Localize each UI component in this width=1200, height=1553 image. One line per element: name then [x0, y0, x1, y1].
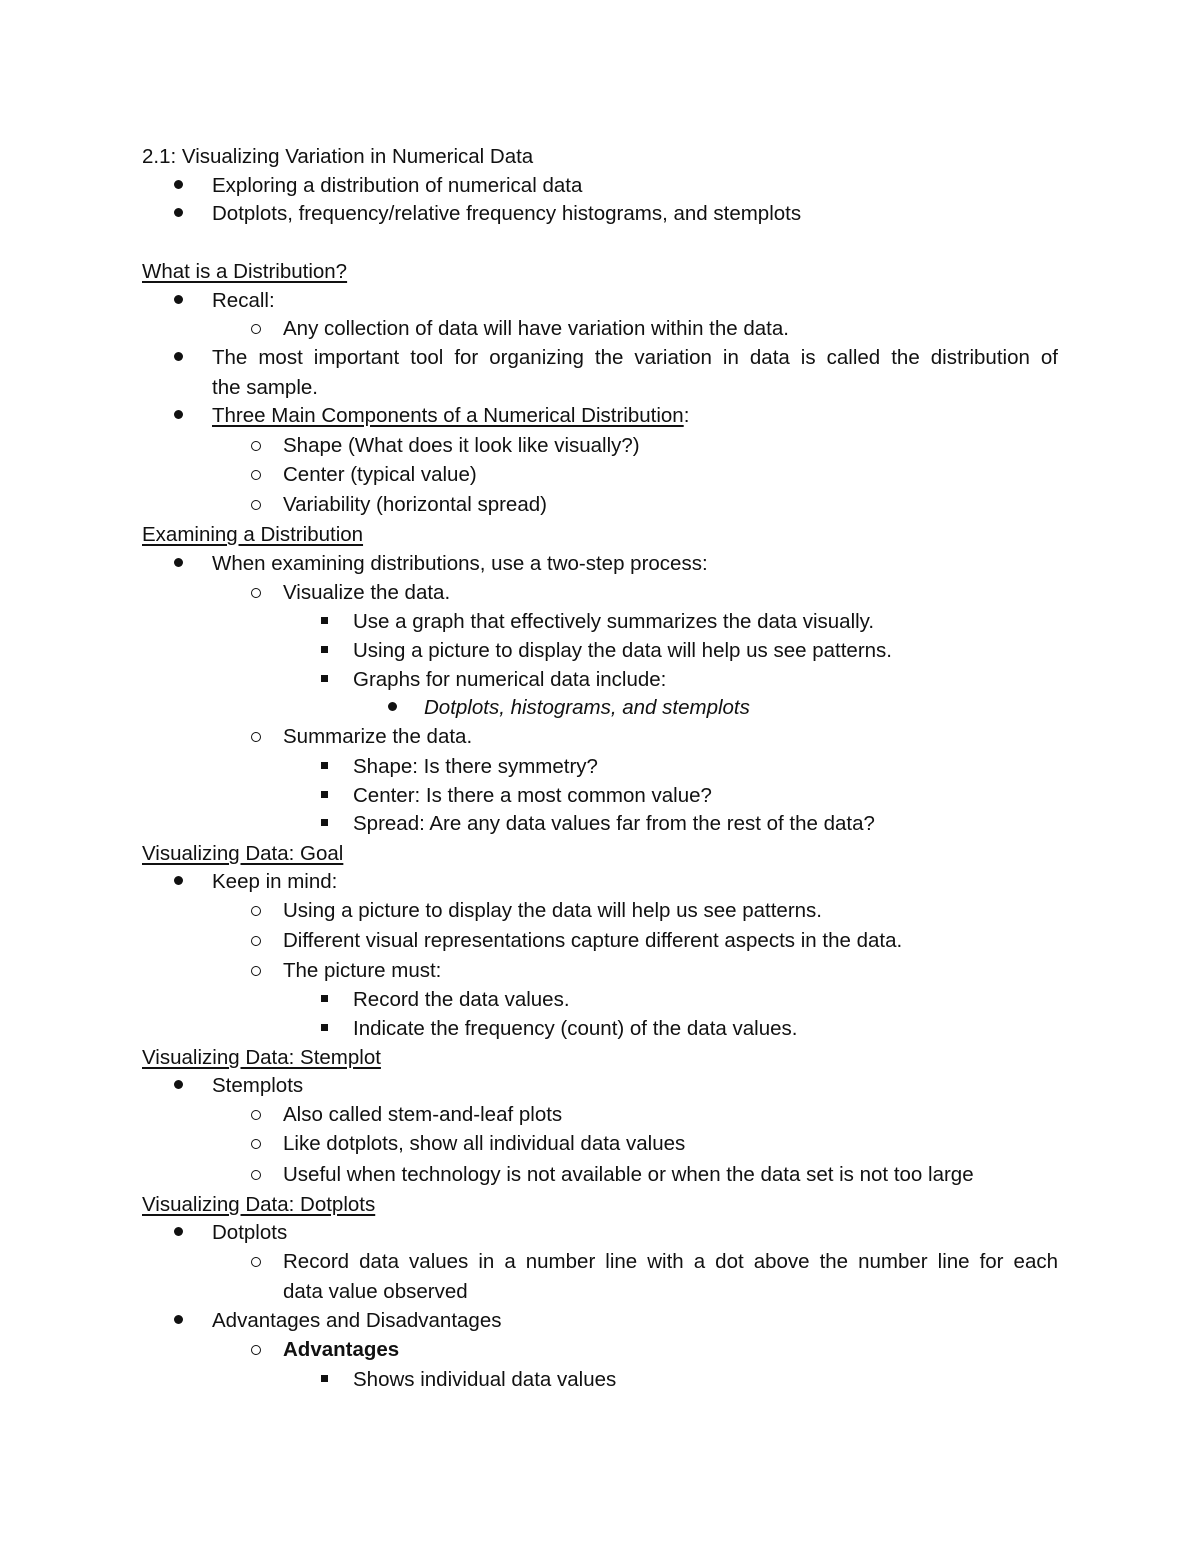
line-text-content: Recall:: [212, 289, 275, 312]
line-text: [212, 549, 708, 579]
list-item: [0, 896, 1200, 926]
line-text: [283, 490, 547, 520]
line-text-content: Variability (horizontal spread): [283, 493, 547, 516]
list-item: [0, 1014, 1200, 1044]
list-item: [0, 1100, 1200, 1130]
list-item: [0, 1335, 1200, 1365]
line-text: [283, 431, 640, 461]
line-text: [212, 286, 275, 316]
square-bullet-icon: [312, 752, 336, 782]
list-item: [0, 1247, 1200, 1277]
line-text: [212, 171, 582, 201]
line-text-content: Summarize the data.: [283, 725, 473, 748]
line-text-content: Shape (What does it look like visually?): [283, 434, 640, 457]
line-text-content: Dotplots, frequency/relative frequency histograms, and stemplots: [212, 202, 802, 225]
circle-bullet-icon: [244, 460, 268, 490]
list-item: [0, 343, 1200, 373]
circle-bullet-icon: [244, 1247, 268, 1277]
line-text: [424, 693, 750, 723]
square-bullet-icon: [312, 665, 336, 695]
list-item: [0, 1129, 1200, 1159]
line-text-content: When examining distributions, use a two-step process:: [212, 552, 708, 575]
line-text-content: the sample.: [212, 376, 318, 399]
list-item: [0, 1306, 1200, 1336]
bullet-icon: [166, 401, 190, 431]
line-text-content: Examining a Distribution: [142, 523, 364, 546]
list-item: [0, 809, 1200, 839]
line-text: [142, 520, 363, 550]
list-item: [0, 373, 1200, 403]
list-item: [0, 867, 1200, 897]
list-item: [0, 1365, 1200, 1395]
line-text-content: Center: Is there a most common value?: [353, 784, 712, 807]
circle-bullet-icon: [244, 431, 268, 461]
line-text-content: Visualizing Data: Stemplot: [142, 1046, 381, 1069]
line-text: [353, 809, 875, 839]
line-text-content: Different visual representations capture different aspects in the data.: [283, 929, 903, 952]
line-text-content: Visualize the data.: [283, 581, 451, 604]
line-text-content: Advantages: [283, 1338, 400, 1361]
circle-bullet-icon: [244, 956, 268, 986]
line-text: [283, 460, 477, 490]
list-item: [0, 1160, 1200, 1190]
bullet-icon: [166, 171, 190, 201]
square-bullet-icon: [312, 1014, 336, 1044]
line-text-content: Visualizing Data: Dotplots: [142, 1193, 376, 1216]
list-item: [0, 752, 1200, 782]
list-item: [0, 171, 1200, 201]
line-text-content: Using a picture to display the data will help us see patterns.: [353, 639, 892, 662]
list-item: [0, 549, 1200, 579]
square-bullet-icon: [312, 1365, 336, 1395]
line-text-content: Like dotplots, show all individual data values: [283, 1132, 686, 1155]
line-text: [212, 401, 689, 431]
section-heading: [0, 257, 1200, 287]
bullet-icon: [380, 693, 404, 723]
bullet-icon: [166, 1218, 190, 1248]
square-bullet-icon: [312, 985, 336, 1015]
list-item: [0, 665, 1200, 695]
line-text-content: data value observed: [283, 1280, 468, 1303]
list-item: [0, 985, 1200, 1015]
bullet-icon: [166, 867, 190, 897]
list-item: [0, 1277, 1200, 1307]
line-text-content: Shape: Is there symmetry?: [353, 755, 598, 778]
line-text-content: Use a graph that effectively summarizes the data visually.: [353, 610, 875, 633]
line-text: [283, 1277, 468, 1307]
list-item: [0, 460, 1200, 490]
line-text-content: 2.1: Visualizing Variation in Numerical Data: [142, 145, 534, 168]
line-text-content: Using a picture to display the data will help us see patterns.: [283, 899, 822, 922]
line-text: [283, 1160, 974, 1190]
list-item: [0, 286, 1200, 316]
line-text-content: Record data values in a number line with a dot above the number line for each: [283, 1250, 1058, 1273]
line-text: [212, 343, 1058, 373]
bullet-icon: [166, 549, 190, 579]
circle-bullet-icon: [244, 1100, 268, 1130]
line-text: [353, 752, 598, 782]
section-heading: [0, 520, 1200, 550]
line-text: [353, 1014, 797, 1044]
square-bullet-icon: [312, 636, 336, 666]
line-text: [283, 926, 902, 956]
line-text: [283, 1129, 685, 1159]
line-text-content: Dotplots, histograms, and stemplots: [424, 696, 750, 719]
line-text: [212, 1071, 303, 1101]
bullet-icon: [166, 1306, 190, 1336]
line-text-content: The picture must:: [283, 959, 442, 982]
section-heading: [0, 1043, 1200, 1073]
line-text-content: Indicate the frequency (count) of the data values.: [353, 1017, 798, 1040]
line-text: [212, 867, 337, 897]
section-heading: [0, 839, 1200, 869]
line-text-content: Center (typical value): [283, 463, 477, 486]
square-bullet-icon: [312, 809, 336, 839]
list-item: [0, 693, 1200, 723]
bullet-icon: [166, 343, 190, 373]
line-text: [283, 956, 441, 986]
square-bullet-icon: [312, 781, 336, 811]
list-item: [0, 636, 1200, 666]
list-item: [0, 314, 1200, 344]
line-text-content: Also called stem-and-leaf plots: [283, 1103, 563, 1126]
line-text-content: Shows individual data values: [353, 1368, 617, 1391]
line-text: [212, 1218, 287, 1248]
line-text-content: Graphs for numerical data include:: [353, 668, 667, 691]
line-text: [283, 578, 450, 608]
line-text: [353, 636, 892, 666]
line-text-content: Advantages and Disadvantages: [212, 1309, 502, 1332]
line-text: [212, 199, 801, 229]
list-item: [0, 1218, 1200, 1248]
list-item: [0, 607, 1200, 637]
line-text: [142, 142, 533, 172]
bullet-icon: [166, 1071, 190, 1101]
list-item: [0, 722, 1200, 752]
line-text-content: What is a Distribution?: [142, 260, 348, 283]
line-text-content: Visualizing Data: Goal: [142, 842, 344, 865]
list-item: [0, 199, 1200, 229]
line-text: [142, 1190, 375, 1220]
line-suffix: :: [683, 404, 690, 427]
circle-bullet-icon: [244, 722, 268, 752]
line-text: [283, 314, 789, 344]
bullet-icon: [166, 286, 190, 316]
circle-bullet-icon: [244, 1160, 268, 1190]
line-text-content: Spread: Are any data values far from the rest of the data?: [353, 812, 875, 835]
circle-bullet-icon: [244, 926, 268, 956]
line-text-content: Keep in mind:: [212, 870, 338, 893]
list-item: [0, 578, 1200, 608]
line-text: [283, 1247, 1058, 1277]
line-text-content: Stemplots: [212, 1074, 304, 1097]
line-text: [212, 1306, 501, 1336]
line-text: [353, 781, 712, 811]
line-text: [283, 896, 822, 926]
line-text: [353, 985, 570, 1015]
page-title: [0, 142, 1200, 172]
line-text-content: Exploring a distribution of numerical data: [212, 174, 583, 197]
list-item: [0, 401, 1200, 431]
line-text: [353, 665, 666, 695]
circle-bullet-icon: [244, 490, 268, 520]
circle-bullet-icon: [244, 314, 268, 344]
circle-bullet-icon: [244, 578, 268, 608]
square-bullet-icon: [312, 607, 336, 637]
line-text-content: Dotplots: [212, 1221, 288, 1244]
list-item: [0, 956, 1200, 986]
line-text: [283, 1335, 399, 1365]
line-text-content: Three Main Components of a Numerical Distribution: [212, 404, 684, 427]
line-text: [283, 722, 472, 752]
section-heading: [0, 1190, 1200, 1220]
circle-bullet-icon: [244, 1335, 268, 1365]
line-text: [212, 373, 318, 403]
line-text-content: The most important tool for organizing the variation in data is called the distribution of: [212, 346, 1058, 369]
line-text: [353, 607, 874, 637]
line-text-content: Useful when technology is not available or when the data set is not too large: [283, 1163, 974, 1186]
list-item: [0, 781, 1200, 811]
bullet-icon: [166, 199, 190, 229]
line-text: [353, 1365, 616, 1395]
line-text: [142, 257, 347, 287]
circle-bullet-icon: [244, 896, 268, 926]
line-text: [142, 1043, 381, 1073]
line-text: [142, 839, 343, 869]
list-item: [0, 1071, 1200, 1101]
line-text-content: Any collection of data will have variation within the data.: [283, 317, 789, 340]
list-item: [0, 926, 1200, 956]
circle-bullet-icon: [244, 1129, 268, 1159]
line-text: [283, 1100, 562, 1130]
list-item: [0, 228, 1200, 258]
line-text-content: Record the data values.: [353, 988, 570, 1011]
list-item: [0, 431, 1200, 461]
list-item: [0, 490, 1200, 520]
